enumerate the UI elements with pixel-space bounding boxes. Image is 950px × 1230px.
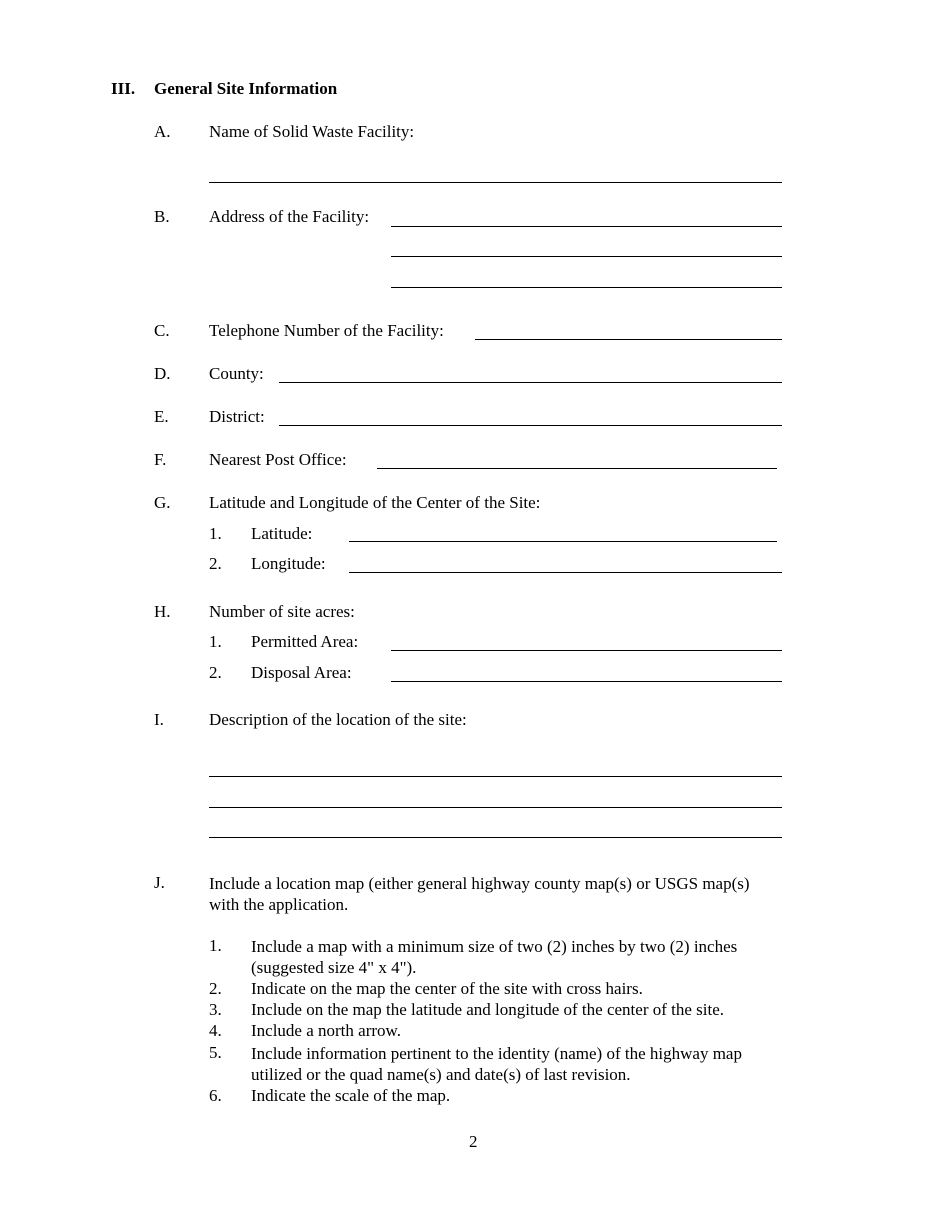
map-req-6-num: 6. xyxy=(209,1086,222,1105)
map-req-3-num: 3. xyxy=(209,1000,222,1019)
permitted-area-num: 1. xyxy=(209,632,222,651)
map-req-5-text: Include information pertinent to the identity (name) of the highway map utilized or the quad name(s) and date(s) of last revision. xyxy=(251,1044,742,1084)
item-f-letter: F. xyxy=(154,450,167,469)
disposal-area-field[interactable] xyxy=(391,681,782,682)
facility-name-label: Name of Solid Waste Facility: xyxy=(209,122,415,141)
telephone-label: Telephone Number of the Facility: xyxy=(209,321,444,340)
map-req-2-num: 2. xyxy=(209,979,222,998)
lat-long-label: Latitude and Longitude of the Center of the Site: xyxy=(209,493,541,512)
facility-address-field-1[interactable] xyxy=(391,226,782,227)
county-label: County: xyxy=(209,364,264,383)
location-description-field-3[interactable] xyxy=(209,837,782,838)
disposal-area-num: 2. xyxy=(209,663,222,682)
item-j-letter: J. xyxy=(154,873,165,892)
latitude-num: 1. xyxy=(209,524,222,543)
item-e-letter: E. xyxy=(154,407,169,426)
map-req-2-text: Indicate on the map the center of the site with cross hairs. xyxy=(251,979,643,998)
map-req-6-text: Indicate the scale of the map. xyxy=(251,1086,451,1105)
section-title: General Site Information xyxy=(154,79,338,98)
disposal-area-label: Disposal Area: xyxy=(251,663,352,682)
permitted-area-field[interactable] xyxy=(391,650,782,651)
post-office-field[interactable] xyxy=(377,468,777,469)
permitted-area-label: Permitted Area: xyxy=(251,632,359,651)
facility-name-field[interactable] xyxy=(209,182,782,183)
item-b-letter: B. xyxy=(154,207,170,226)
latitude-field[interactable] xyxy=(349,541,777,542)
longitude-label: Longitude: xyxy=(251,554,326,573)
location-description-field-2[interactable] xyxy=(209,807,782,808)
latitude-label: Latitude: xyxy=(251,524,313,543)
item-c-letter: C. xyxy=(154,321,170,340)
site-acres-label: Number of site acres: xyxy=(209,602,355,621)
item-g-letter: G. xyxy=(154,493,171,512)
map-req-1-num: 1. xyxy=(209,936,222,955)
item-a-letter: A. xyxy=(154,122,171,141)
district-field[interactable] xyxy=(279,425,782,426)
item-i-letter: I. xyxy=(154,710,164,729)
location-description-label: Description of the location of the site: xyxy=(209,710,467,729)
page-number: 2 xyxy=(469,1132,478,1151)
location-description-field-1[interactable] xyxy=(209,776,782,777)
post-office-label: Nearest Post Office: xyxy=(209,450,347,469)
facility-address-field-2[interactable] xyxy=(391,256,782,257)
longitude-field[interactable] xyxy=(349,572,782,573)
county-field[interactable] xyxy=(279,382,782,383)
item-d-letter: D. xyxy=(154,364,171,383)
facility-address-field-3[interactable] xyxy=(391,287,782,288)
section-number: III. xyxy=(111,79,136,98)
map-req-4-num: 4. xyxy=(209,1021,222,1040)
item-h-letter: H. xyxy=(154,602,171,621)
district-label: District: xyxy=(209,407,265,426)
longitude-num: 2. xyxy=(209,554,222,573)
map-req-4-text: Include a north arrow. xyxy=(251,1021,401,1040)
map-req-5-num: 5. xyxy=(209,1043,222,1062)
telephone-field[interactable] xyxy=(475,339,782,340)
map-req-1-text: Include a map with a minimum size of two (2) inches by two (2) inches (suggested size 4" x 4"). xyxy=(251,937,738,977)
location-map-instruction: Include a location map (either general highway county map(s) or USGS map(s) with the application. xyxy=(209,874,750,914)
facility-address-label: Address of the Facility: xyxy=(209,207,370,226)
map-req-3-text: Include on the map the latitude and longitude of the center of the site. xyxy=(251,1000,725,1019)
